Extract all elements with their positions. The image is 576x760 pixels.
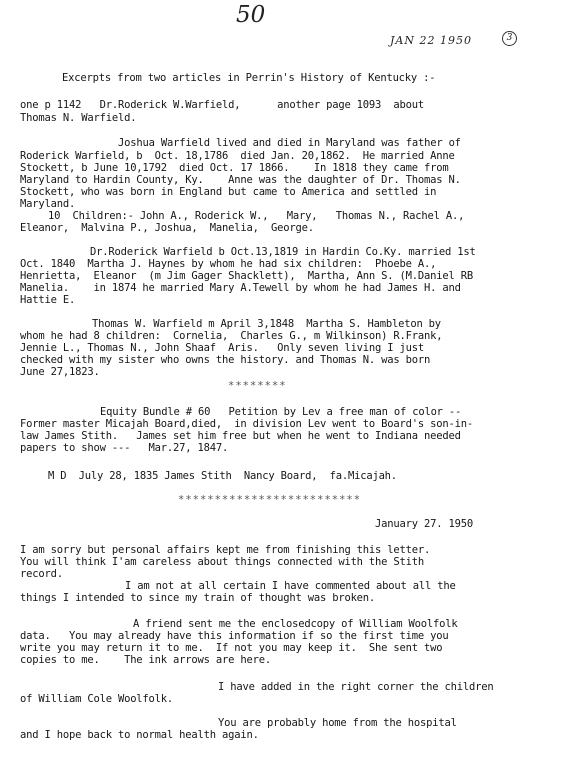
- text-line: Joshua Warfield lived and died in Maryland was father of: [118, 137, 461, 149]
- text-line: Stockett, b June 10,1792 died Oct. 17 1866. In 1818 they came from: [20, 162, 449, 174]
- text-line: copies to me. The ink arrows are here.: [20, 654, 271, 666]
- text-line: A friend sent me the enclosedcopy of William Woolfolk: [133, 618, 458, 630]
- text-line: of William Cole Woolfolk.: [20, 693, 174, 705]
- text-line: Thomas N. Warfield.: [20, 112, 137, 124]
- text-line: M D July 28, 1835 James Stith Nancy Board, fa.Micajah.: [48, 470, 397, 482]
- text-line: and I hope back to normal health again.: [20, 729, 259, 741]
- text-line: You will think I'am careless about things connected with the Stith: [20, 556, 425, 568]
- text-line: Jennie L., Thomas N., John Shaaf Aris. Only seven living I just: [20, 342, 425, 354]
- text-line: write you may return it to me. If not you may keep it. She sent two: [20, 642, 443, 654]
- text-line: record.: [20, 568, 63, 580]
- text-line: Stockett, who was born in England but came to America and settled in: [20, 186, 437, 198]
- text-line: Excerpts from two articles in Perrin's History of Kentucky :-: [62, 72, 436, 84]
- text-line: I am not at all certain I have commented about all the: [125, 580, 456, 592]
- text-line: law James Stith. James set him free but when he went to Indiana needed: [20, 430, 461, 442]
- text-line: Henrietta, Eleanor (m Jim Gager Shacklett), Martha, Ann S. (M.Daniel RB: [20, 270, 473, 282]
- text-line: January 27. 1950: [375, 518, 473, 530]
- text-line: You are probably home from the hospital: [218, 717, 457, 729]
- text-line: 10 Children:- John A., Roderick W., Mary, Thomas N., Rachel A.,: [48, 210, 465, 222]
- section-separator: ********: [228, 380, 287, 392]
- date-stamp: JAN 22 1950: [390, 34, 472, 47]
- circled-number: 3: [502, 31, 517, 46]
- text-line: Eleanor, Malvina P., Joshua, Manelia, George.: [20, 222, 314, 234]
- text-line: Hattie E.: [20, 294, 76, 306]
- text-line: one p 1142 Dr.Roderick W.Warfield, another page 1093 about: [20, 99, 425, 111]
- text-line: Oct. 1840 Martha J. Haynes by whom he had six children: Phoebe A.,: [20, 258, 437, 270]
- text-line: whom he had 8 children: Cornelia, Charles G., m Wilkinson) R.Frank,: [20, 330, 443, 342]
- text-line: Dr.Roderick Warfield b Oct.13,1819 in Hardin Co.Ky. married 1st: [90, 246, 476, 258]
- text-line: papers to show --- Mar.27, 1847.: [20, 442, 229, 454]
- text-line: Thomas W. Warfield m April 3,1848 Martha S. Hambleton by: [92, 318, 441, 330]
- text-line: June 27,1823.: [20, 366, 100, 378]
- text-line: data. You may already have this information if so the first time you: [20, 630, 449, 642]
- page-number: 50: [236, 2, 266, 28]
- text-line: I have added in the right corner the children: [218, 681, 494, 693]
- text-line: checked with my sister who owns the history. and Thomas N. was born: [20, 354, 431, 366]
- section-separator: *************************: [178, 494, 362, 506]
- text-line: Former master Micajah Board,died, in division Lev went to Board's son-in-: [20, 418, 473, 430]
- text-line: Maryland.: [20, 198, 76, 210]
- text-line: Roderick Warfield, b Oct. 18,1786 died Jan. 20,1862. He married Anne: [20, 150, 455, 162]
- text-line: things I intended to since my train of thought was broken.: [20, 592, 376, 604]
- text-line: Equity Bundle # 60 Petition by Lev a free man of color --: [100, 406, 462, 418]
- text-line: Maryland to Hardin County, Ky. Anne was the daughter of Dr. Thomas N.: [20, 174, 461, 186]
- text-line: I am sorry but personal affairs kept me from finishing this letter.: [20, 544, 431, 556]
- text-line: Manelia. in 1874 he married Mary A.Tewell by whom he had James H. and: [20, 282, 461, 294]
